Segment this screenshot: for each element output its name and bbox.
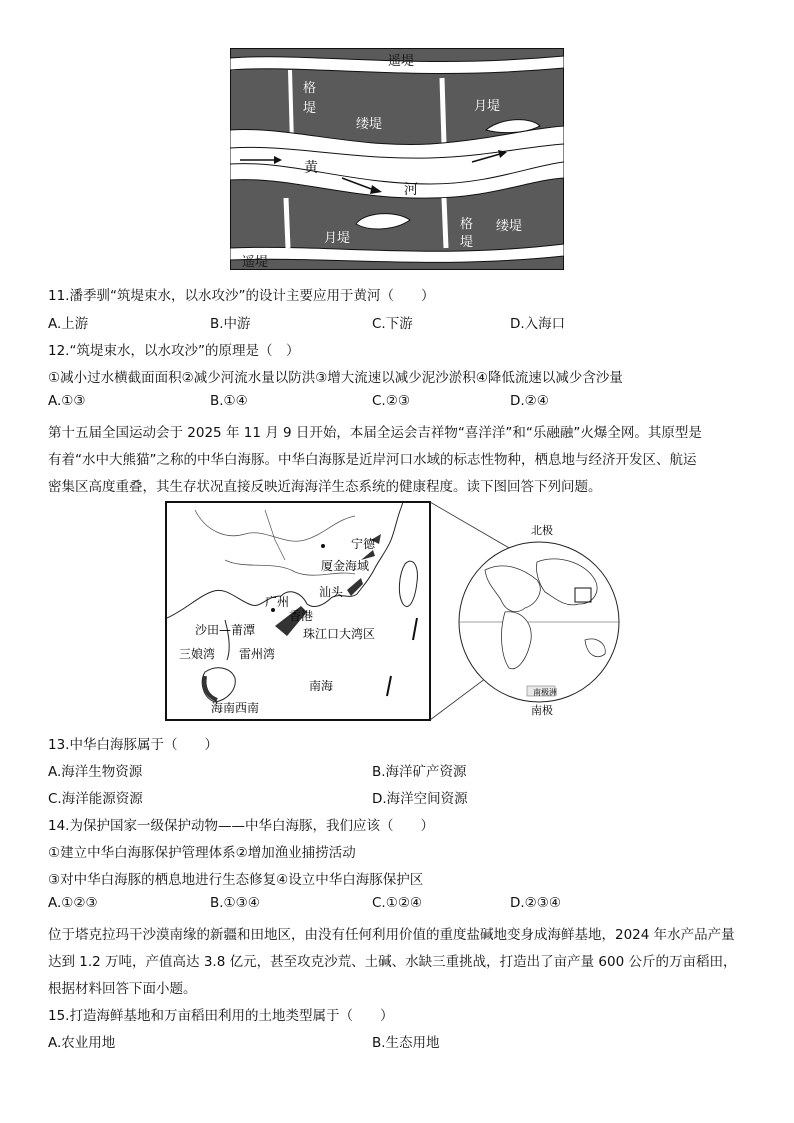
question-13-stem: 13.中华白海豚属于（ ）: [48, 737, 218, 753]
q12-option-a[interactable]: A.①③: [48, 393, 86, 409]
q11-option-a[interactable]: A.上游: [48, 316, 89, 332]
dike-diagram-svg: [230, 48, 564, 270]
label-yaodi-bottom: 遥堤: [242, 255, 269, 270]
q13-option-c[interactable]: C.海洋能源资源: [48, 791, 143, 807]
label-huang: 黄: [304, 160, 318, 176]
q11-option-c[interactable]: C.下游: [372, 316, 413, 332]
label-gedi-bottom-1: 格: [460, 217, 474, 232]
q12-option-d[interactable]: D.②④: [510, 393, 549, 409]
question-12-stem: 12.“筑堤束水，以水攻沙”的原理是（ ）: [48, 343, 300, 359]
label-gedi-top-1: 格: [303, 81, 317, 96]
map-label-guangzhou: 广州: [265, 595, 290, 609]
passage-2-line-1: 位于塔克拉玛干沙漠南缘的新疆和田地区，由没有任何利用价值的重度盐碱地变身成海鲜基地，2024 年水产品产量: [48, 927, 735, 943]
q14-option-c[interactable]: C.①②④: [372, 895, 423, 911]
label-he: 河: [404, 182, 418, 198]
q12-option-b[interactable]: B.①④: [210, 393, 248, 409]
q15-option-a[interactable]: A.农业用地: [48, 1035, 116, 1051]
question-14-stem: 14.为保护国家一级保护动物——中华白海豚，我们应该（ ）: [48, 818, 434, 834]
passage-1-line-1: 第十五届全国运动会于 2025 年 11 月 9 日开始，本届全运会吉祥物“喜洋洋”和“乐融融”火爆全网。其原型是: [48, 425, 702, 441]
passage-2-line-2: 达到 1.2 万吨，产值高达 3.8 亿元，甚至攻克沙荒、土碱、水缺三重挑战，打造出了亩产量 600 公斤的万亩稻田，: [48, 954, 737, 970]
label-loudi-bottom: 缕堤: [496, 219, 523, 234]
passage-1-line-2: 有着“水中大熊猫”之称的中华白海豚。中华白海豚是近岸河口水域的标志性物种，栖息地与经济开发区、航运: [48, 452, 697, 468]
label-yuedi-top: 月堤: [474, 99, 501, 114]
map-label-xiajin: 厦金海域: [321, 559, 370, 573]
q15-option-b[interactable]: B.生态用地: [372, 1035, 440, 1051]
map-label-hongkong: 香港: [289, 609, 314, 623]
q14-option-a[interactable]: A.①②③: [48, 895, 98, 911]
question-14-statement-1: ①建立中华白海豚保护管理体系②增加渔业捕捞活动: [48, 845, 356, 861]
globe-label-north: 北极: [531, 524, 553, 537]
dolphin-map: [165, 500, 765, 722]
q13-option-d[interactable]: D.海洋空间资源: [372, 791, 468, 807]
map-label-leizhou: 雷州湾: [239, 647, 276, 661]
passage-1-line-3: 密集区高度重叠，其生存状况直接反映近海海洋生态系统的健康程度。读下图回答下列问题。: [48, 479, 602, 495]
map-label-shantou: 汕头: [319, 585, 344, 599]
map-label-ningde: 宁德: [351, 537, 376, 551]
dolphin-map-svg: [165, 500, 765, 722]
q13-option-a[interactable]: A.海洋生物资源: [48, 764, 143, 780]
map-label-pearl: 珠江口大湾区: [303, 627, 376, 641]
question-12-statement: ①减小过水横截面面积②减少河流水量以防洪③增大流速以减少泥沙淤积④降低流速以减少含沙量: [48, 370, 623, 386]
label-loudi-top: 缕堤: [356, 117, 383, 132]
map-label-hainan: 海南西南: [211, 701, 260, 715]
q11-option-d[interactable]: D.入海口: [510, 316, 566, 332]
globe-label-south: 南极: [531, 704, 553, 717]
label-yaodi-top: 遥堤: [388, 54, 415, 69]
q13-option-b[interactable]: B.海洋矿产资源: [372, 764, 467, 780]
dike-diagram: [230, 48, 564, 270]
q14-option-b[interactable]: B.①③④: [210, 895, 260, 911]
globe-label-antarctica: 南极洲: [533, 688, 557, 697]
q12-option-c[interactable]: C.②③: [372, 393, 410, 409]
label-gedi-bottom-2: 堤: [460, 235, 474, 250]
label-yuedi-bottom: 月堤: [324, 231, 351, 246]
question-15-stem: 15.打造海鲜基地和万亩稻田利用的土地类型属于（ ）: [48, 1008, 394, 1024]
question-14-statement-2: ③对中华白海豚的栖息地进行生态修复④设立中华白海豚保护区: [48, 872, 424, 888]
label-gedi-top-2: 堤: [303, 101, 317, 116]
q14-option-d[interactable]: D.②③④: [510, 895, 561, 911]
map-label-sanniang: 三娘湾: [179, 647, 216, 661]
passage-2-line-3: 根据材料回答下面小题。: [48, 981, 197, 997]
map-label-nanhai: 南海: [309, 679, 334, 693]
question-11-stem: 11.潘季驯“筑堤束水，以水攻沙”的设计主要应用于黄河（ ）: [48, 288, 435, 304]
q11-option-b[interactable]: B.中游: [210, 316, 251, 332]
map-label-shatian: 沙田—莆潭: [195, 623, 256, 637]
